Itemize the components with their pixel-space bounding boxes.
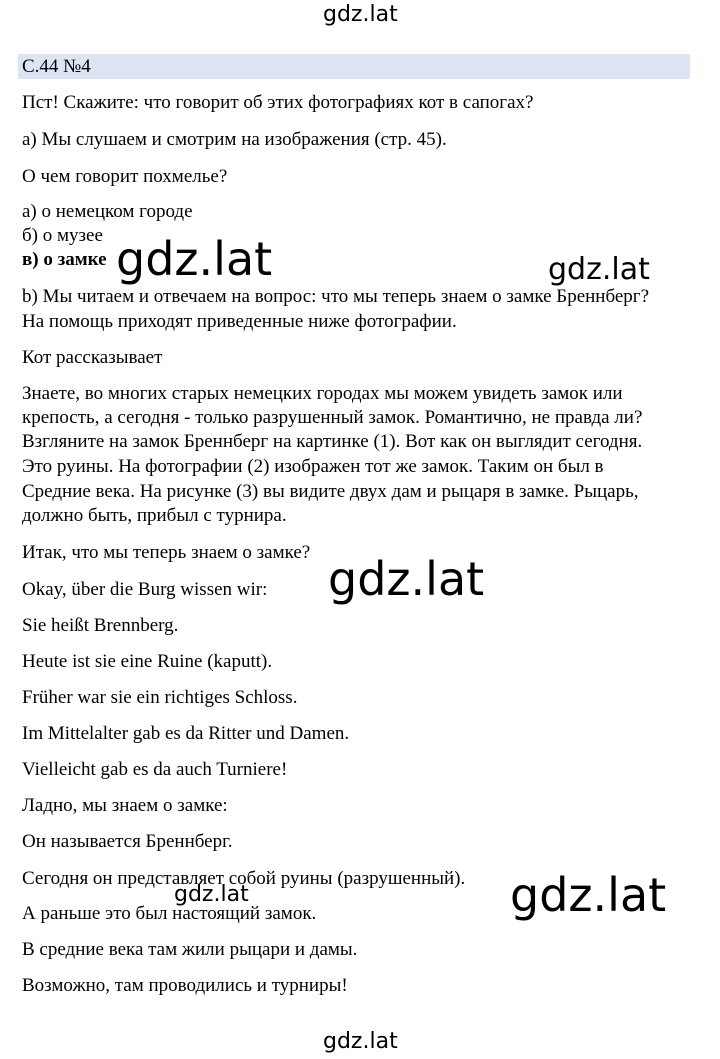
german-intro: Okay, über die Burg wissen wir: xyxy=(22,579,268,600)
russian-line-5: Возможно, там проводились и турниры! xyxy=(22,975,348,996)
story-line-3: Взгляните на замок Бреннберг на картинке (1). Вот как он выглядит сегодня. xyxy=(22,431,643,452)
story-line-4: Это руины. На фотографии (2) изображен тот же замок. Таким он был в xyxy=(22,456,604,477)
watermark-big-left: gdz.lat xyxy=(116,232,273,286)
cat-tells-heading: Кот рассказывает xyxy=(22,347,163,368)
question: О чем говорит похмелье? xyxy=(22,166,228,187)
story-line-1: Знаете, во многих старых немецких городах мы можем увидеть замок или xyxy=(22,383,623,404)
watermark-right: gdz.lat xyxy=(548,252,650,287)
russian-intro: Ладно, мы знаем о замке: xyxy=(22,795,228,816)
russian-line-4: В средние века там жили рыцари и дамы. xyxy=(22,939,358,960)
intro-question: Пст! Скажите: что говорит об этих фотографиях кот в сапогах? xyxy=(22,92,534,113)
summary-question: Итак, что мы теперь знаем о замке? xyxy=(22,542,311,563)
russian-line-1: Он называется Бреннберг. xyxy=(22,831,233,852)
russian-line-2: Сегодня он представляет собой руины (разрушенный). xyxy=(22,868,466,889)
german-line-5: Vielleicht gab es da auch Turniere! xyxy=(22,759,288,780)
task-a: а) Мы слушаем и смотрим на изображения (стр. 45). xyxy=(22,129,447,150)
watermark-top: gdz.lat xyxy=(323,2,398,27)
watermark-footer: gdz.lat xyxy=(323,1029,398,1054)
watermark-center: gdz.lat xyxy=(328,552,485,606)
watermark-small-bottom: gdz.lat xyxy=(174,882,249,907)
german-line-1: Sie heißt Brennberg. xyxy=(22,615,179,636)
watermark-big-bottom-right: gdz.lat xyxy=(510,868,667,922)
option-a: а) о немецком городе xyxy=(22,201,193,222)
german-line-3: Früher war sie ein richtiges Schloss. xyxy=(22,687,298,708)
story-line-2: крепость, а сегодня - только разрушенный замок. Романтично, не правда ли? xyxy=(22,407,643,428)
german-line-2: Heute ist sie eine Ruine (kaputt). xyxy=(22,651,273,672)
russian-line-3: А раньше это был настоящий замок. xyxy=(22,903,317,924)
option-c-answer: в) о замке xyxy=(22,249,107,270)
exercise-header xyxy=(18,54,690,79)
german-line-4: Im Mittelalter gab es da Ritter und Damen. xyxy=(22,723,350,744)
exercise-number: С.44 №4 xyxy=(22,56,91,77)
option-b: б) о музее xyxy=(22,225,103,246)
story-line-5: Средние века. На рисунке (3) вы видите двух дам и рыцаря в замке. Рыцарь, xyxy=(22,481,639,502)
task-b-hint: На помощь приходят приведенные ниже фотографии. xyxy=(22,311,457,332)
story-line-6: должно быть, прибыл с турнира. xyxy=(22,505,287,526)
task-b: b) Мы читаем и отвечаем на вопрос: что мы теперь знаем о замке Бреннберг? xyxy=(22,286,650,307)
